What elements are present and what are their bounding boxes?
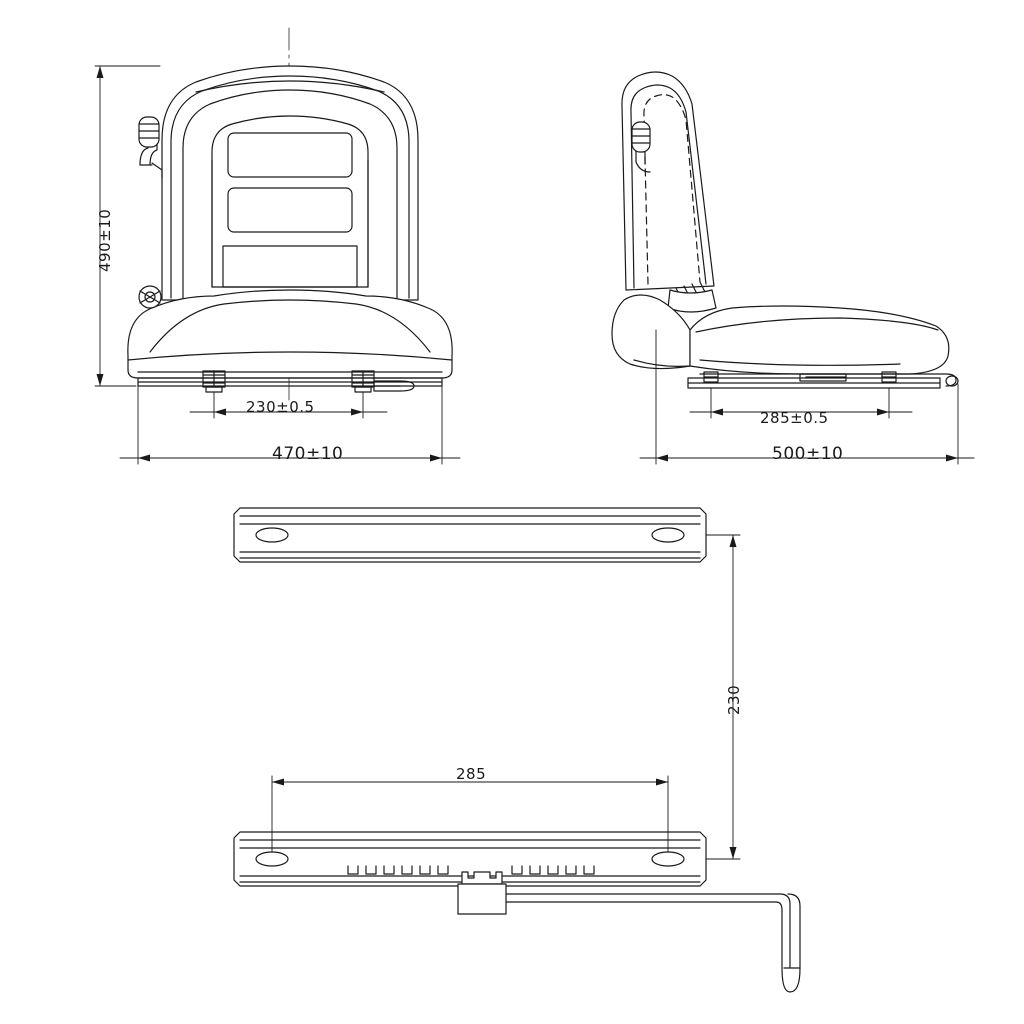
recliner-knob <box>139 286 161 308</box>
dimension-label-rail-spacing-vertical: 230 <box>725 684 743 715</box>
dimension-label-rail-hole-spacing: 285 <box>456 765 487 783</box>
rail-bottom-view <box>234 832 800 992</box>
dimension-label-side-mount-spacing: 285±0.5 <box>760 409 829 427</box>
side-view <box>612 72 958 388</box>
dimension-label-height: 490±10 <box>96 208 114 272</box>
dimension-label-front-mount-spacing: 230±0.5 <box>246 398 315 416</box>
dimension-label-overall-width: 470±10 <box>272 444 344 464</box>
rail-dimensions <box>272 535 740 859</box>
dimension-label-overall-depth: 500±10 <box>772 444 844 464</box>
front-left-handle <box>139 117 162 178</box>
rail-top-view <box>234 508 706 562</box>
front-view <box>128 28 452 400</box>
